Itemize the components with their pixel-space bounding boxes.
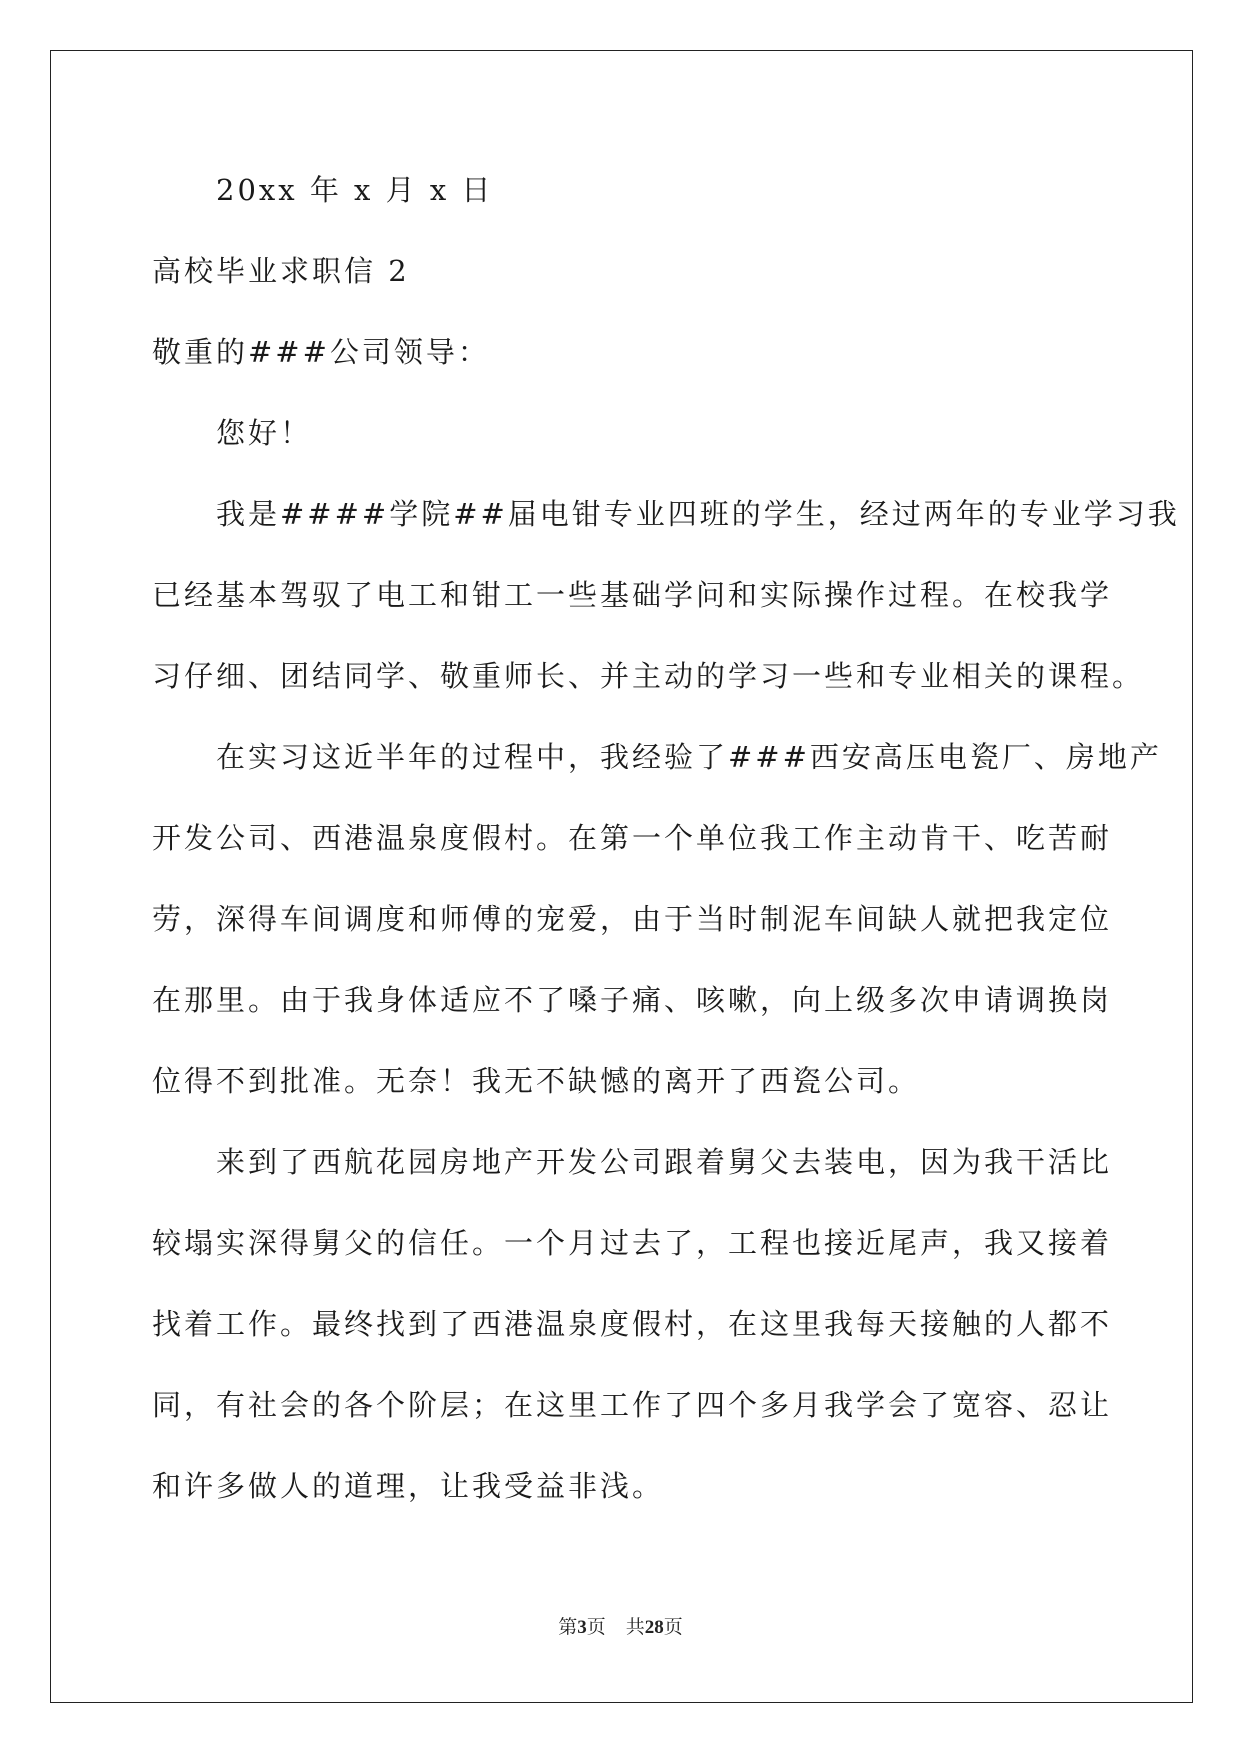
paragraph-line: 来到了西航花园房地产开发公司跟着舅父去装电，因为我干活比 (216, 1145, 1113, 1179)
page-footer (0, 1612, 1241, 1639)
paragraph-2 (152, 737, 1162, 1142)
date-line: 20xx 年 x 月 x 日 (216, 173, 494, 207)
paragraph-3 (152, 1142, 1113, 1547)
greeting: 您好！ (216, 416, 313, 450)
paragraph-line: 我是####学院##届电钳专业四班的学生，经过两年的专业学习我 (216, 497, 1180, 531)
paragraph-line: 和许多做人的道理，让我受益非浅。 (152, 1469, 665, 1503)
paragraph-line: 找着工作。最终找到了西港温泉度假村，在这里我每天接触的人都不 (152, 1307, 1113, 1341)
paragraph-line: 在实习这近半年的过程中，我经验了###西安高压电瓷厂、房地产 (216, 740, 1162, 774)
salutation: 敬重的###公司领导： (152, 335, 490, 369)
paragraph-line: 同，有社会的各个阶层；在这里工作了四个多月我学会了宽容、忍让 (152, 1388, 1113, 1422)
paragraph-line: 开发公司、西港温泉度假村。在第一个单位我工作主动肯干、吃苦耐 (152, 821, 1113, 855)
paragraph-1 (152, 494, 1180, 737)
paragraph-line: 位得不到批准。无奈！我无不缺憾的离开了西瓷公司。 (152, 1064, 921, 1098)
total-suffix: 页 (663, 1617, 683, 1638)
paragraph-line: 在那里。由于我身体适应不了嗓子痛、咳嗽，向上级多次申请调换岗 (152, 983, 1113, 1017)
paragraph-line: 习仔细、团结同学、敬重师长、并主动的学习一些和专业相关的课程。 (152, 659, 1145, 693)
page-prefix: 第 (558, 1617, 578, 1638)
paragraph-line: 劳，深得车间调度和师傅的宠爱，由于当时制泥车间缺人就把我定位 (152, 902, 1113, 936)
page-suffix: 页 (586, 1617, 606, 1638)
total-prefix: 共 (625, 1617, 645, 1638)
letter-title: 高校毕业求职信 2 (152, 254, 410, 288)
total-pages: 28 (644, 1617, 664, 1638)
paragraph-line: 已经基本驾驭了电工和钳工一些基础学问和实际操作过程。在校我学 (152, 578, 1113, 612)
page-number: 3 (577, 1617, 587, 1638)
document-body (152, 170, 1180, 1547)
paragraph-line: 较塌实深得舅父的信任。一个月过去了，工程也接近尾声，我又接着 (152, 1226, 1113, 1260)
